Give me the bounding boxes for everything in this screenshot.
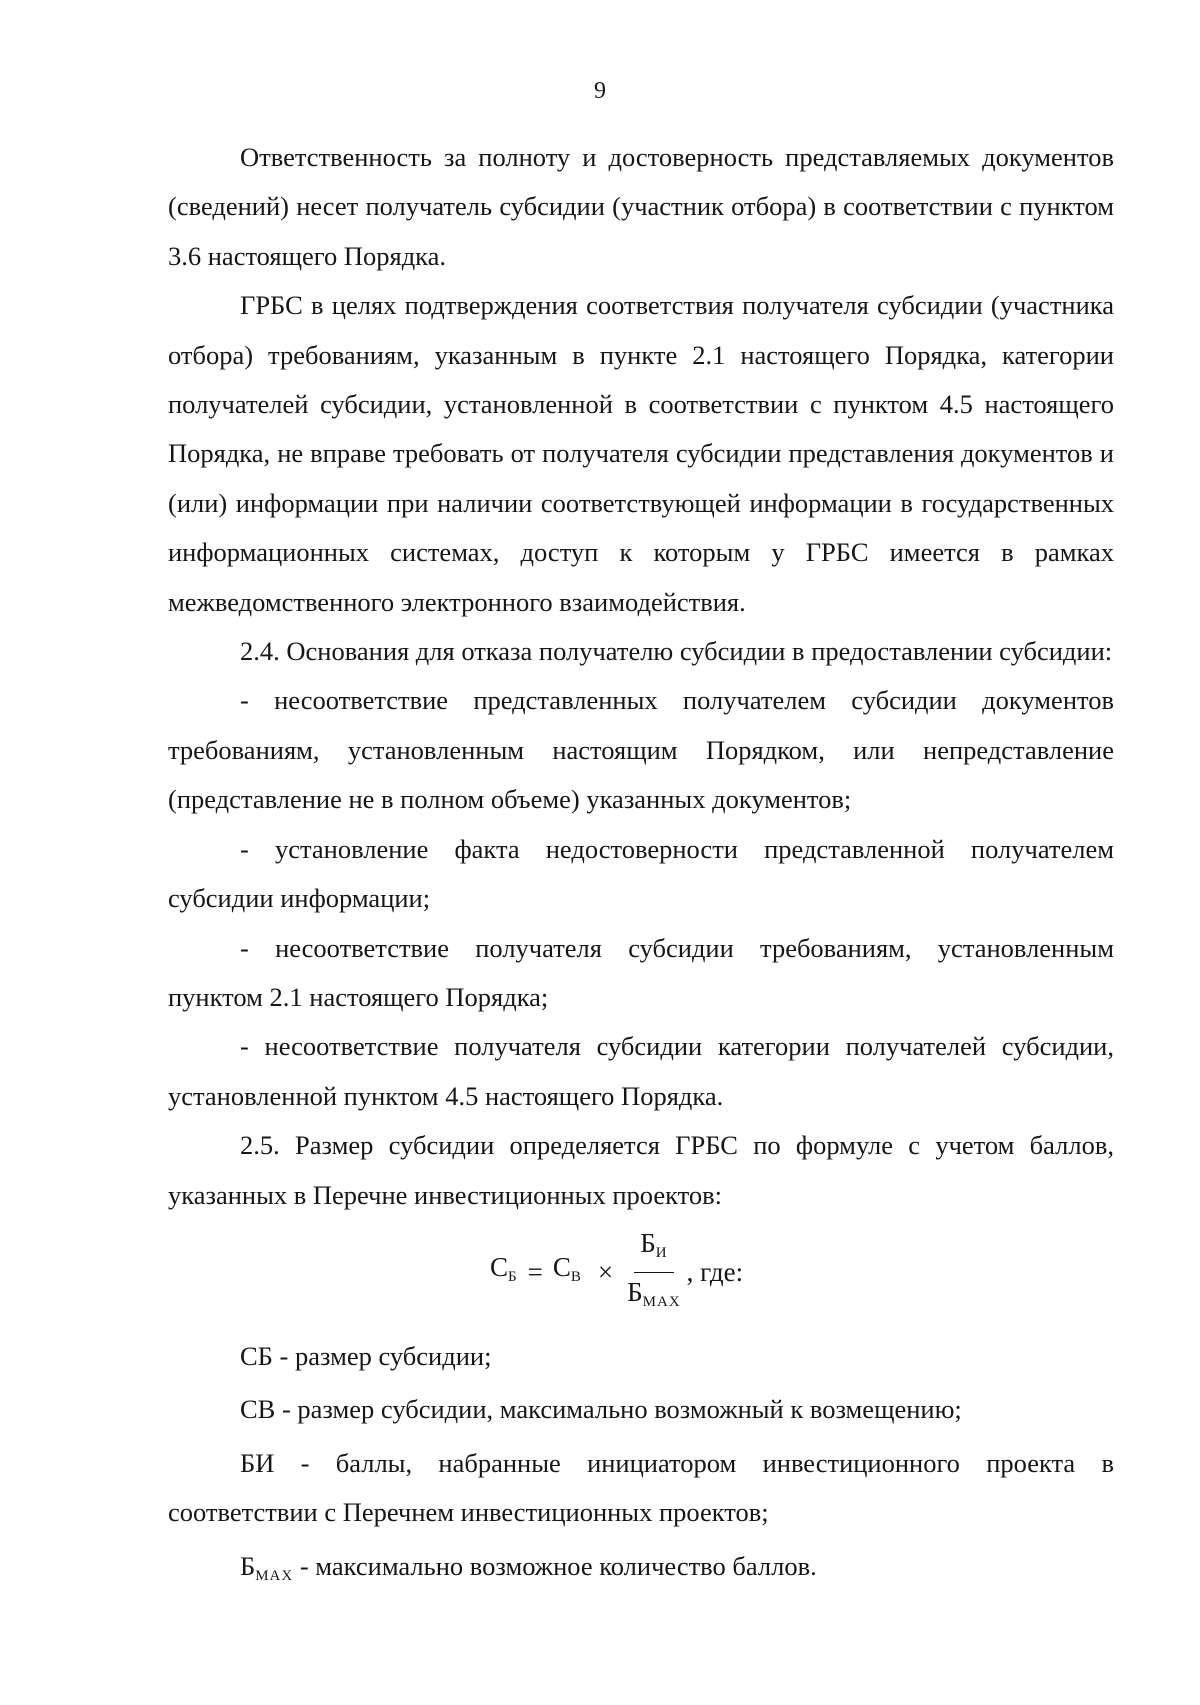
list-item-requirements-mismatch: - несоответствие получателя субсидии требованиям, установленным пунктом 2.1 настоящего Порядка; bbox=[168, 932, 1114, 1012]
legend-bi: БИ - баллы, набранные инициатором инвестиционного проекта в соответствии с Перечнем инвестиционных проектов; bbox=[168, 1447, 1114, 1528]
paragraph-2-5-size: 2.5. Размер субсидии определяется ГРБС по формуле с учетом баллов, указанных в Перечне инвестиционных проектов: bbox=[168, 1130, 1114, 1210]
formula-denominator: $Б_{МАХ}$ bbox=[627, 1277, 681, 1311]
paragraph-2-4-heading: 2.4. Основания для отказа получателю субсидии в предоставлении субсидии: bbox=[240, 636, 1113, 667]
formula-lhs: $С_Б$ bbox=[490, 1252, 518, 1286]
legend-sv: СВ - размер субсидии, максимально возможный к возмещению; bbox=[240, 1394, 962, 1425]
formula-tail: , где: bbox=[686, 1257, 744, 1288]
formula-fraction bbox=[627, 1226, 681, 1319]
paragraph-responsibility: Ответственность за полноту и достоверность представляемых документов (сведений) несет получатель субсидии (участник отбора) в соответствии с пунктом 3.6 настоящего Порядка. bbox=[168, 142, 1114, 271]
formula-legend bbox=[168, 1332, 1114, 1601]
subsidy-formula bbox=[490, 1228, 1114, 1318]
formula-equals: = bbox=[527, 1257, 543, 1288]
formula-numerator: $Б_И$ bbox=[634, 1226, 673, 1273]
list-item-documents-mismatch: - несоответствие представленных получателем субсидии документов требованиям, установленным настоящим Порядком, или непредставление (представление не в полном объеме) указанных документов; bbox=[168, 685, 1114, 815]
list-item-false-information: - установление факта недостоверности представленной получателем субсидии информации; bbox=[168, 833, 1114, 914]
formula-rhs: $С_В$ bbox=[552, 1252, 582, 1286]
document-body bbox=[168, 133, 1114, 1605]
formula-times: × bbox=[597, 1257, 614, 1288]
list-item-category-mismatch: - несоответствие получателя субсидии категории получателей субсидии, установленной пунктом 4.5 настоящего Порядка. bbox=[168, 1031, 1114, 1111]
paragraph-grbs-verification: ГРБС в целях подтверждения соответствия получателя субсидии (участника отбора) требованиям, указанным в пункте 2.1 настоящего Порядка, категории получателей субсидии, установленной в соответствии с пунктом 4.5 настоящего Порядка, не вправе требовать от получателя субсидии представления документов и (или) информации при наличии соответствующей информации в государственных информационных системах, доступ к которым у ГРБС имеется в рамках межведомственного электронного взаимодействия. bbox=[168, 290, 1114, 617]
legend-bmax: $Б_{МАХ}$ - максимально возможное количество баллов. bbox=[240, 1550, 817, 1584]
page-number: 9 bbox=[594, 78, 606, 104]
legend-sb: СБ - размер субсидии; bbox=[240, 1340, 492, 1371]
